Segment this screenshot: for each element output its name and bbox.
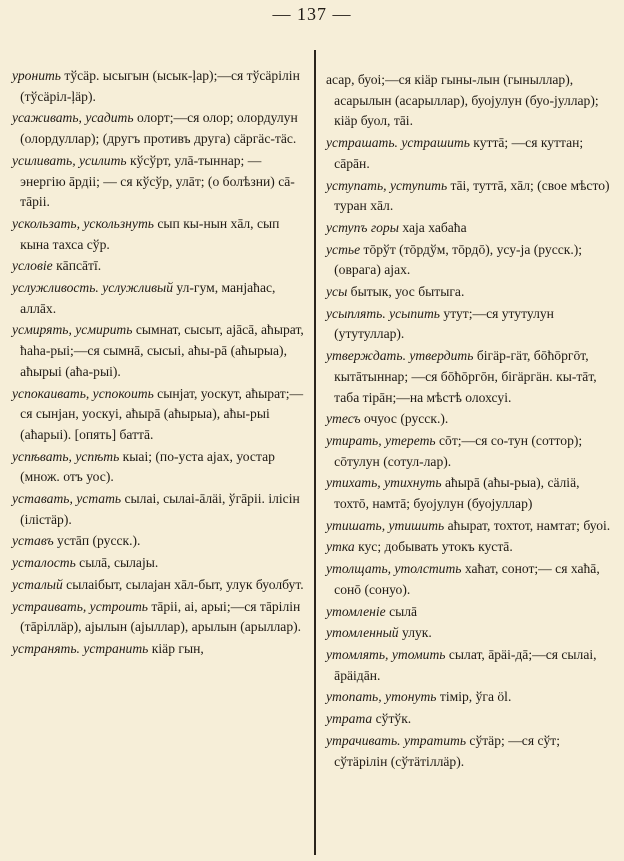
left-column	[12, 66, 304, 661]
entry-headword: утрачивать. утратить	[326, 732, 467, 748]
entry-definition: кус; добывать утокъ кустā.	[354, 539, 513, 555]
entry-headword: утирать, утереть	[326, 432, 436, 448]
entry-definition: сылаiбыт, сылаjан хāл-быт, улук буолбут.	[62, 576, 304, 592]
entry-headword: ускользать, ускользнуть	[12, 215, 154, 231]
dictionary-entry	[326, 537, 616, 558]
dictionary-entry	[326, 431, 616, 472]
entry-definition: тāi, туттā, хāл; (свое мѣсто) туран хāл.	[334, 177, 610, 214]
entry-definition: сып кы-нын хāл, сып кына тахса сўр.	[20, 215, 280, 252]
entry-definition: сўтäр; —ся сўт; сўтäрiлiн (сўтäтiллäр).	[334, 732, 561, 769]
dictionary-entry	[326, 559, 616, 600]
entry-definition: кўсўрт, улā-тыннар; — энергiю āрдii; — ся кўсўр, улāт; (о болѣзни) сā-тāрii.	[20, 152, 295, 210]
entry-headword: утверждать. утвердить	[326, 348, 474, 364]
entry-definition: хаjа хабаћа	[398, 219, 467, 235]
entry-headword: утомлять, утомить	[326, 646, 446, 662]
dictionary-entry	[12, 66, 304, 107]
entry-definition: аћырā (аћы-рыа), сäлiä, тохтō, намтā; буоjулун (буоjуллар)	[334, 475, 580, 512]
entry-headword: усталость	[12, 555, 76, 571]
dictionary-entry	[326, 133, 616, 174]
entry-definition: аћырат, тохтот, намтат; буоi.	[444, 517, 611, 533]
entry-headword: усаживать, усадить	[12, 110, 134, 126]
entry-headword: устье	[326, 241, 361, 257]
entry-definition: тāрii, аi, арыi;—ся тāрiлiн (тāрiллäр), аjылын (аjыллар), арылын (арыллар).	[20, 598, 302, 635]
entry-headword: утомленный	[326, 625, 399, 641]
dictionary-entry	[326, 645, 616, 686]
dictionary-entry	[326, 240, 616, 281]
entry-headword: усталый	[12, 576, 63, 592]
dictionary-entry	[326, 516, 616, 537]
entry-headword: условiе	[12, 258, 53, 274]
entry-definition: тiмiр, ўга öl.	[436, 689, 512, 705]
dictionary-entry	[12, 278, 304, 319]
dictionary-entry	[12, 531, 304, 552]
dictionary-entry	[12, 384, 304, 446]
dictionary-entry	[12, 553, 304, 574]
dictionary-entry	[326, 304, 616, 345]
entry-headword: утопать, утонуть	[326, 689, 437, 705]
dictionary-entry	[12, 108, 304, 149]
entry-headword: уронить	[12, 68, 61, 83]
entry-headword: усы	[326, 284, 348, 300]
entry-definition: кыаi; (по-уста аjах, уостар (множ. отъ уос).	[20, 448, 275, 485]
entry-definition: устāп (русск.).	[53, 533, 141, 549]
entry-headword: усиливать, усилить	[12, 152, 127, 168]
dictionary-entry	[12, 151, 304, 213]
entry-definition: сўтўк.	[372, 711, 412, 727]
entry-definition: кiäр гын,	[148, 640, 204, 656]
dictionary-entry	[326, 409, 616, 430]
entry-definition: тōрўт (тōрдўм, тōрдō), усу-jа (русск.); (оврага) аjах.	[334, 241, 583, 278]
entry-definition: куттā; —ся куттан; сāрāн.	[334, 135, 584, 171]
dictionary-entry	[326, 70, 616, 132]
dictionary-entry	[12, 597, 304, 638]
entry-headword: уставать, устать	[12, 491, 122, 507]
entry-definition: сынjат, уоскут, аћырат;—ся сынjан, уоскуi, аћырā (аћырыа), аћы-рыi (аћарыi). [опять] баттā.	[20, 385, 304, 442]
dictionary-entry	[12, 256, 304, 277]
entry-definition: сылā, сылаjы.	[75, 555, 159, 571]
entry-definition: олорт;—ся олор; олордулун (олордуллар); (другъ противъ друга) сäргäс-тäс.	[20, 110, 298, 147]
page-number: — 137 —	[272, 4, 352, 24]
entry-definition: очуос (русск.).	[360, 411, 449, 427]
entry-headword: уступъ горы	[326, 219, 399, 235]
entry-headword: утолщать, утолстить	[326, 561, 462, 577]
dictionary-entry	[12, 447, 304, 488]
entry-definition: сōт;—ся со-тун (соттор); сōтулун (сотул-лар).	[334, 432, 583, 469]
entry-definition: ул-гум, манjаћас, аллāх.	[20, 280, 276, 316]
dictionary-entry	[326, 709, 616, 730]
entry-definition: кāпсāтī.	[52, 258, 102, 274]
entry-headword: устрашать. устрашить	[326, 135, 470, 151]
entry-headword: усыплять. усыпить	[326, 305, 440, 321]
dictionary-entry	[326, 623, 616, 644]
entry-headword: уступать, уступить	[326, 177, 448, 193]
entry-headword: успокаивать, успокоить	[12, 385, 154, 401]
column-divider	[314, 50, 316, 855]
dictionary-entry	[326, 731, 616, 772]
entry-headword: уставъ	[12, 533, 54, 549]
entry-headword: устраивать, устроить	[12, 598, 148, 614]
entry-headword: услужливость. услужливый	[12, 280, 174, 296]
entry-definition: сылаi, сылаi-āлäi, ўгāрii. iлiсiн (iлiстäр).	[20, 491, 300, 527]
dictionary-entry	[326, 282, 616, 303]
entry-definition: бытык, уос бытыга.	[347, 284, 465, 300]
entry-definition: сылат, āрäi-дā;—ся сылаi, āрäiдāн.	[334, 646, 597, 683]
entry-definition: хаћат, сонот;— ся хаћā, сонō (сонуо).	[334, 561, 600, 597]
entry-headword: устранять. устранить	[12, 640, 149, 656]
dictionary-entry	[12, 320, 304, 382]
dictionary-entry	[326, 176, 616, 217]
entry-headword: утрата	[326, 711, 373, 727]
entry-definition: сымнат, сысыт, аjāсā, аћырат, ћаhа-рыi;—ся сымнā, сысыi, аћы-рā (аћырыа), аћырыi (аћа-рыi).	[20, 322, 304, 379]
dictionary-entry	[12, 214, 304, 255]
entry-headword: успѣвать, успѣть	[12, 448, 120, 464]
dictionary-entry	[12, 489, 304, 530]
entry-headword: усмирять, усмирить	[12, 322, 133, 338]
entry-definition: бiгäр-гäт, бōћōргōт, кытāтыннар; —ся бōћōргōн, бiгäргäн. кы-тāт, таба тiрāн;—на мѣстѣ олохсуi.	[334, 348, 597, 405]
entry-definition: улук.	[398, 625, 432, 641]
dictionary-entry	[326, 687, 616, 708]
entry-headword: утихать, утихнуть	[326, 475, 442, 491]
dictionary-entry	[12, 639, 304, 660]
dictionary-entry	[326, 602, 616, 623]
entry-definition: тўсäр. ысыгын (ысык-ļар);—ся тўсäрiлiн (тўсäрiл-ļäр).	[20, 68, 300, 104]
entry-headword: утка	[326, 539, 355, 555]
dictionary-entry	[326, 473, 616, 514]
right-column	[326, 70, 616, 773]
entry-headword: утомленiе	[326, 603, 386, 619]
dictionary-entry	[326, 346, 616, 408]
entry-definition: сылā	[385, 603, 418, 619]
entry-definition: асар, буоi;—ся кiäр гыны-лын (гыныллар), асарылын (асарыллар), буоjулун (буо-jуллар); кiäр буол, тāi.	[326, 72, 599, 129]
dictionary-entry	[12, 575, 304, 596]
entry-headword: утесъ	[326, 411, 361, 427]
entry-definition: утут;—ся утутулун (утутуллар).	[334, 305, 554, 342]
dictionary-entry	[326, 218, 616, 239]
entry-headword: утишать, утишить	[326, 517, 445, 533]
